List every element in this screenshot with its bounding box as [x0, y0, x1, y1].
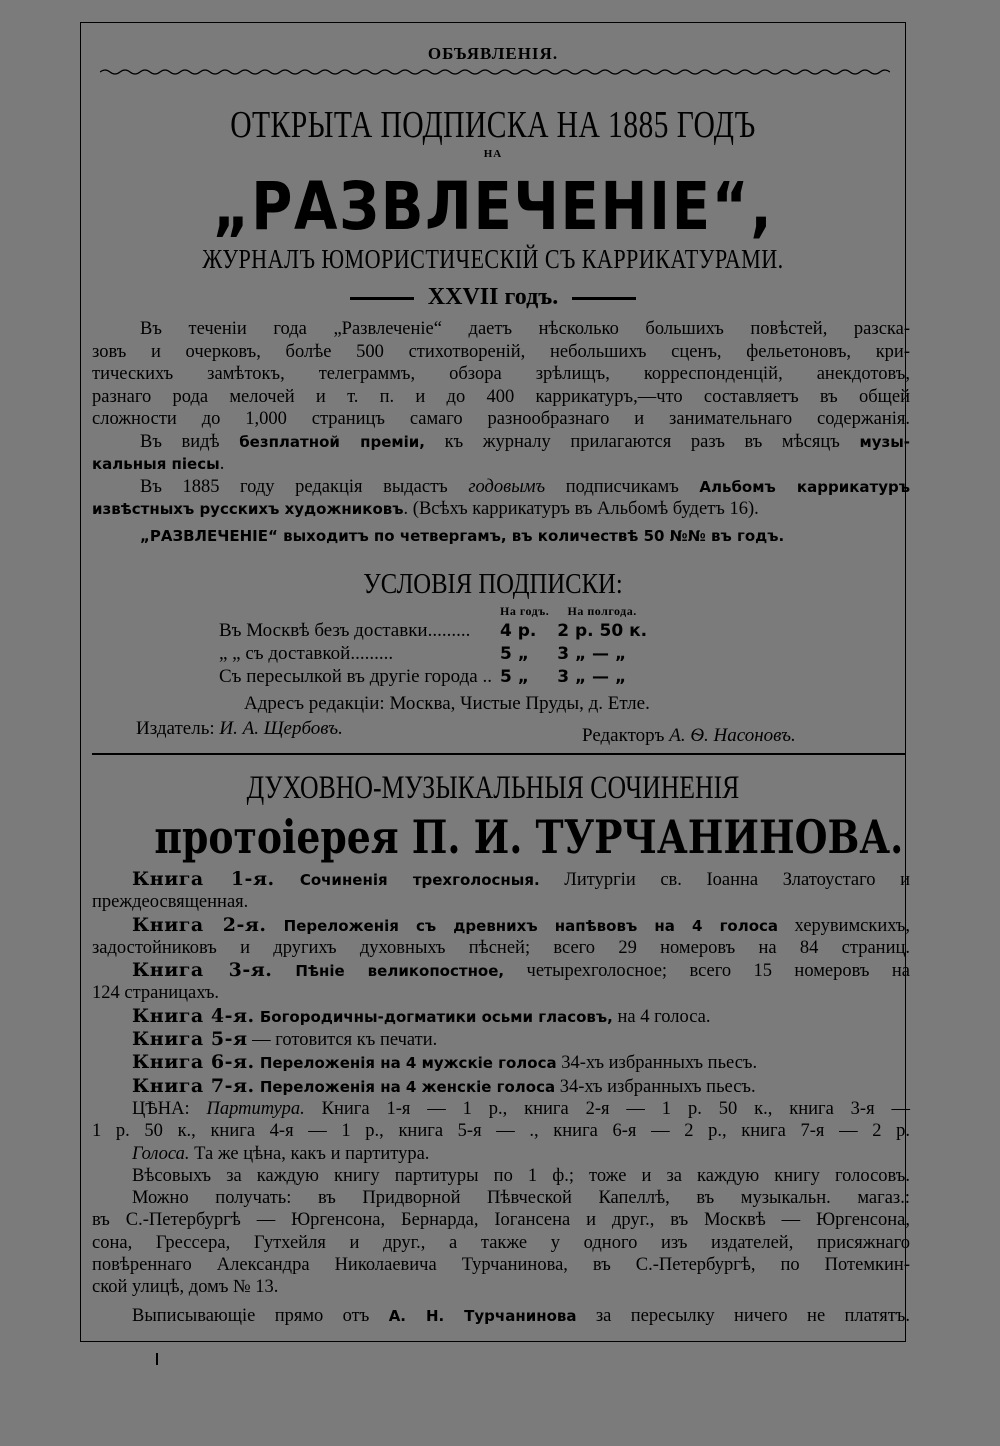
book-line: Книга 2-я. Переложенія съ древнихъ напѣвовъ на 4 голоса херувимскихъ,	[132, 913, 910, 936]
book-line-cont: 124 страницахъ.	[92, 983, 220, 1004]
works-author: протоіерея П. И. ТУРЧАНИНОВА.	[154, 810, 904, 864]
intro-line: разнаго рода мелочей и т. п. и до 400 каррикатуръ,—что составляетъ въ общей	[92, 386, 910, 407]
final-line: Выписывающіе прямо отъ А. Н. Турчанинова за пересылку ничего не платятъ.	[132, 1305, 911, 1326]
where-line: сона, Грессера, Гутхейля и друг., а также у одного изъ издателей, присяжнаго	[92, 1232, 910, 1253]
where-line: въ С.-Петербургѣ — Юргенсона, Бернарда, Іогансена и друг., въ Москвѣ — Юргенсона,	[92, 1210, 910, 1231]
works-title: ДУХОВНО-МУЗЫКАЛЬНЫЯ СОЧИНЕНІЯ	[246, 770, 740, 806]
editorial-address: Адресъ редакціи: Москва, Чистые Пруды, д. Етле.	[244, 693, 650, 714]
intro-line: Въ теченіи года „Развлеченіе“ даетъ нѣсколько большихъ повѣстей, разска-	[140, 319, 910, 339]
book-line: Книга 5-я — готовится къ печати.	[132, 1028, 438, 1051]
book-line: Книга 1-я. Сочиненія трехголосныя. Литургіи св. Іоанна Златоустаго и	[132, 868, 911, 890]
price-line-3: Голоса. Та же цѣна, какъ и партитура.	[132, 1143, 430, 1164]
na-label: НА	[483, 148, 503, 160]
publisher: Издатель: И. А. Щербовъ.	[136, 718, 343, 739]
col-year-header: На годъ.	[500, 604, 550, 618]
book-line: Книга 4-я. Богородичны-догматики осьми гласовъ, на 4 голоса.	[132, 1004, 711, 1027]
intro-line: зовъ и очерковъ, болѣе 500 стихотвореній, небольшихъ сценъ, фельетоновъ, кри-	[92, 341, 910, 362]
book-line: Книга 3-я. Пѣніе великопостное, четырехголосное; всего 15 номеровъ на	[132, 959, 910, 982]
price-line: ЦѢНА: Партитура. Книга 1-я — 1 р., книга 2-я — 1 р. 50 к., книга 3-я —	[132, 1098, 910, 1119]
wavy-rule	[100, 68, 890, 76]
premium-line: Въ видѣ безплатной преміи, къ журналу прилагаются разъ въ мѣсяцъ музы-	[140, 431, 911, 452]
section-label: ОБЪЯВЛЕНІЯ.	[427, 44, 559, 63]
subscription-title: ОТКРЫТА ПОДПИСКА НА 1885 ГОДЪ	[230, 104, 756, 146]
where-line: Можно получать: въ Придворной Пѣвческой Капеллѣ, въ музыкальн. магаз.:	[132, 1188, 910, 1209]
weight-line: Вѣсовыхъ за каждую книгу партитуры по 1 ф.; тоже и за каждую книгу голосовъ.	[132, 1165, 910, 1186]
journal-subtitle: ЖУРНАЛЪ ЮМОРИСТИЧЕСКІЙ СЪ КАРРИКАТУРАМИ.	[202, 244, 784, 274]
conditions-table	[215, 604, 651, 688]
book-line-cont: задостойниковъ и другихъ духовныхъ пѣсней; всего 29 номеровъ на 84 страниц.	[92, 937, 910, 958]
album-line: Въ 1885 году редакція выдастъ годовымъ подписчикамъ Альбомъ каррикатуръ	[140, 476, 910, 497]
price-line-2: 1 р. 50 к., книга 4-я — 1 р., книга 5-я — ., книга 6-я — 2 р., книга 7-я — 2 р.	[92, 1121, 910, 1142]
stray-mark	[156, 1353, 158, 1365]
col-half-header: На полгода.	[567, 604, 637, 618]
book-line-cont: преждеосвященная.	[92, 892, 249, 913]
book-line: Книга 7-я. Переложенія на 4 женскіе голоса 34-хъ избранныхъ пьесъ.	[132, 1074, 756, 1097]
intro-paragraph	[92, 318, 910, 547]
where-line: повѣреннаго Александра Николаевича Турчанинова, въ С.-Петербургѣ, по Потемкин-	[92, 1255, 910, 1276]
year-line	[80, 284, 906, 311]
intro-line: тическихъ замѣтокъ, телеграммъ, обзора зрѣлищъ, корреспонденцій, анекдотовъ,	[92, 364, 910, 384]
books-paragraph	[92, 868, 910, 1327]
conditions-header-row	[215, 604, 651, 619]
schedule-line: „РАЗВЛЕЧЕНІЕ“ выходитъ по четвергамъ, въ количествѣ 50 №№ въ годъ.	[140, 526, 785, 545]
book-line: Книга 6-я. Переложенія на 4 мужскіе голоса 34-хъ избранныхъ пьесъ.	[132, 1051, 758, 1074]
section-divider	[92, 753, 906, 755]
table-row: Въ Москвѣ безъ доставки......... 4 р. 2 р. 50 к.	[219, 619, 648, 641]
intro-line: сложности до 1,000 страницъ самаго разнообразнаго и занимательнаго содержанія.	[92, 409, 910, 429]
conditions-title: УСЛОВІЯ ПОДПИСКИ:	[363, 568, 623, 600]
album-line-2: извѣстныхъ русскихъ художниковъ. (Всѣхъ каррикатуръ въ Альбомѣ будетъ 16).	[92, 499, 759, 519]
table-row: „ „ съ доставкой......... 5 „ 3 „ — „	[219, 642, 627, 664]
journal-name: „РАЗВЛЕЧЕНІЕ“,	[212, 168, 774, 245]
year-text: XXVII годъ.	[427, 284, 559, 310]
editor: Редакторъ А. Ѳ. Насоновъ.	[582, 725, 796, 746]
table-row: Съ пересылкой въ другіе города .. 5 „ 3 „ — „	[219, 665, 627, 687]
premium-line-2: кальныя піесы.	[92, 454, 225, 474]
where-line: ской улицѣ, домъ № 13.	[92, 1277, 279, 1298]
